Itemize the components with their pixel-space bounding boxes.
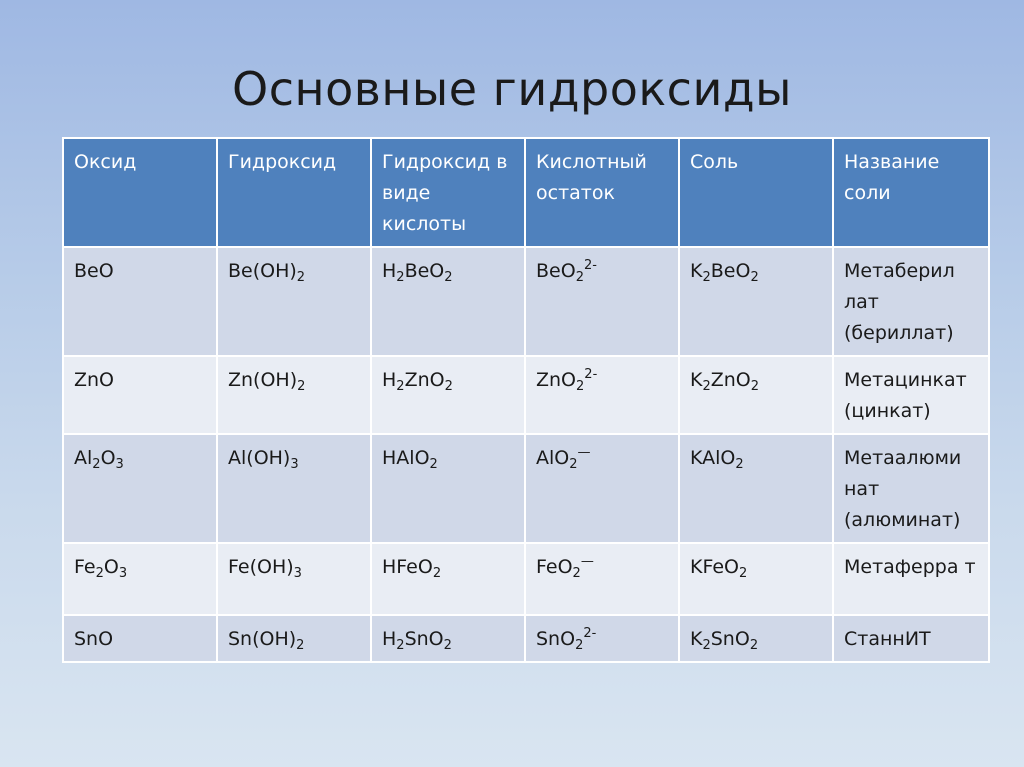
table-row bbox=[63, 615, 989, 662]
table-header-row bbox=[63, 138, 989, 247]
hydroxides-table bbox=[62, 137, 990, 663]
cell-salt-name: Метаберил лат (бериллат) bbox=[833, 247, 989, 356]
cell-oxide: SnO bbox=[63, 615, 217, 662]
cell-residue: FeO$_2$— bbox=[525, 543, 679, 615]
cell-hydroxide: $Fe(OH)_3$ bbox=[217, 543, 371, 615]
table-row bbox=[63, 543, 989, 615]
cell-residue: AlO$_2$— bbox=[525, 434, 679, 543]
cell-salt-name: Метаалюми нат (алюминат) bbox=[833, 434, 989, 543]
cell-residue: ZnO$_2^{2-}$ bbox=[525, 356, 679, 434]
cell-salt: $K_2BeO_2$ bbox=[679, 247, 833, 356]
cell-salt: $K_2SnO_2$ bbox=[679, 615, 833, 662]
cell-salt: KAlO$_2$ bbox=[679, 434, 833, 543]
cell-acid: $H_2ZnO_2$ bbox=[371, 356, 525, 434]
table-row bbox=[63, 247, 989, 356]
cell-hydroxide: $Sn(OH)_2$ bbox=[217, 615, 371, 662]
cell-salt-name: Метацинкат (цинкат) bbox=[833, 356, 989, 434]
cell-acid: $H_2BeO_2$ bbox=[371, 247, 525, 356]
cell-salt: $K_2ZnO_2$ bbox=[679, 356, 833, 434]
cell-oxide: BeO bbox=[63, 247, 217, 356]
cell-residue: SnO$_2^{2-}$ bbox=[525, 615, 679, 662]
cell-acid: HAlO$_2$ bbox=[371, 434, 525, 543]
header-acid-residue: Кислотный остаток bbox=[525, 138, 679, 247]
cell-hydroxide: $Al(OH)_3$ bbox=[217, 434, 371, 543]
cell-oxide: $Al_2O_3$ bbox=[63, 434, 217, 543]
cell-hydroxide: $Be(OH)_2$ bbox=[217, 247, 371, 356]
header-oxide: Оксид bbox=[63, 138, 217, 247]
cell-oxide: ZnO bbox=[63, 356, 217, 434]
cell-oxide: $Fe_2O_3$ bbox=[63, 543, 217, 615]
header-salt: Соль bbox=[679, 138, 833, 247]
header-hydroxide: Гидроксид bbox=[217, 138, 371, 247]
cell-acid: $H_2SnO_2$ bbox=[371, 615, 525, 662]
header-acid-form: Гидроксид в виде кислоты bbox=[371, 138, 525, 247]
cell-residue: BeO$_2^{2-}$ bbox=[525, 247, 679, 356]
cell-hydroxide: $Zn(OH)_2$ bbox=[217, 356, 371, 434]
cell-salt-name: СтаннИТ bbox=[833, 615, 989, 662]
slide-title: Основные гидроксиды bbox=[232, 62, 792, 116]
table-body bbox=[63, 247, 989, 662]
table-row bbox=[63, 434, 989, 543]
header-salt-name: Название соли bbox=[833, 138, 989, 247]
cell-salt-name: Метаферра т bbox=[833, 543, 989, 615]
table-row bbox=[63, 356, 989, 434]
cell-acid: HFeO$_2$ bbox=[371, 543, 525, 615]
cell-salt: KFeO$_2$ bbox=[679, 543, 833, 615]
